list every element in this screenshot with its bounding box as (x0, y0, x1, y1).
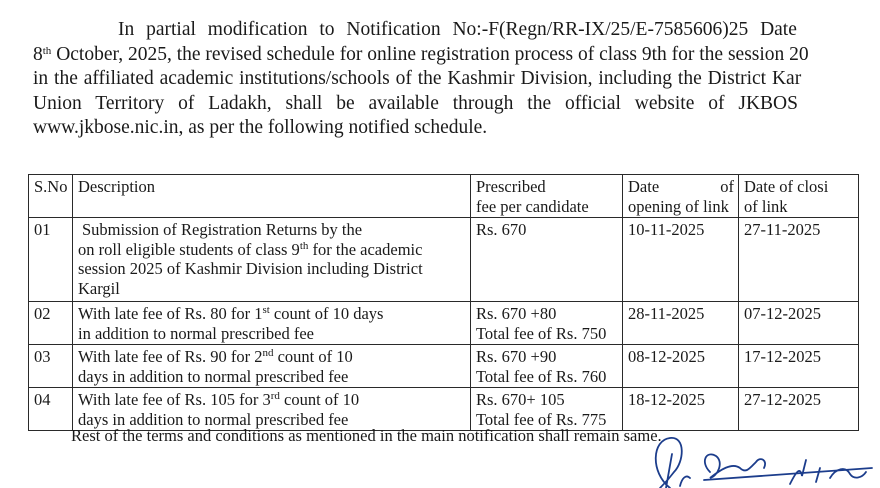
description-line: Kargil (78, 278, 120, 298)
cell-description (73, 388, 471, 431)
signature-stroke (705, 454, 765, 478)
footer-note: Rest of the terms and conditions as mentioned in the main notification shall remain same. (71, 426, 662, 445)
description-ordinal: st (262, 304, 270, 316)
table-row (29, 218, 859, 302)
date-ordinal: th (42, 44, 52, 57)
cell-sno: 03 (29, 345, 73, 388)
schedule-table (28, 174, 859, 431)
paragraph-line-3: in the affiliated academic institutions/schools of the Kashmir Division, including the District Kar (33, 68, 802, 89)
description-text: for the academic (308, 239, 423, 259)
signature-loop (656, 438, 682, 488)
header-closing-date (739, 175, 859, 218)
description-ordinal: nd (262, 347, 274, 359)
description-text: With late fee of Rs. 105 for 3 (78, 390, 271, 409)
header-description: Description (73, 175, 471, 218)
description-line: session 2025 of Kashmir Division including District (78, 259, 423, 278)
cell-opening-date: 28-11-2025 (623, 302, 739, 345)
notification-paragraph (33, 18, 880, 141)
fee-total: Total fee of Rs. 775 (476, 409, 607, 429)
fee-line: Rs. 670 +90 (476, 347, 557, 366)
description-text: With late fee of Rs. 80 for 1 (78, 304, 263, 323)
paragraph-line-2-text: October, 2025, the revised schedule for online registration process of class 9th for the session 20 (51, 43, 809, 65)
header-opening-date (623, 175, 739, 218)
header-opening-of-word: of (720, 177, 734, 196)
cell-sno: 02 (29, 302, 73, 345)
fee-total: Total fee of Rs. 760 (476, 366, 607, 386)
cell-closing-date: 27-11-2025 (739, 218, 859, 302)
description-line: days in addition to normal prescribed fee (78, 409, 349, 429)
table-row (29, 388, 859, 431)
header-closing-line1: Date of closi (744, 177, 829, 196)
description-text: on roll eligible students of class 9 (78, 239, 300, 259)
description-text: With late fee of Rs. 90 for 2 (78, 347, 263, 366)
description-line (78, 347, 466, 367)
header-fee-line1: Prescribed (476, 177, 546, 196)
signature-icon (640, 432, 880, 488)
cell-sno: 01 (29, 218, 73, 302)
paragraph-line-1: In partial modification to Notification No:-F(Regn/RR-IX/25/E-7585606)25 Date (118, 19, 797, 40)
fee-line: Rs. 670 (476, 220, 527, 239)
cell-sno: 04 (29, 388, 73, 431)
header-opening-date-word: Date (628, 177, 660, 196)
table-row (29, 345, 859, 388)
cell-closing-date: 27-12-2025 (739, 388, 859, 431)
description-ordinal: th (299, 239, 309, 252)
description-line: in addition to normal prescribed fee (78, 323, 314, 343)
cell-description (73, 218, 471, 302)
cell-opening-date: 18-12-2025 (623, 388, 739, 431)
description-text: count of 10 (273, 347, 353, 366)
fee-line: Rs. 670+ 105 (476, 390, 565, 409)
header-opening-line1 (628, 177, 734, 197)
paragraph-line-5: www.jkbose.nic.in, as per the following notified schedule. (33, 117, 488, 138)
description-line (78, 240, 466, 260)
cell-fee (471, 302, 623, 345)
description-line: days in addition to normal prescribed fee (78, 366, 349, 386)
header-closing-line2: of link (744, 196, 788, 216)
cell-fee (471, 218, 623, 302)
description-ordinal: rd (270, 390, 280, 402)
cell-closing-date: 17-12-2025 (739, 345, 859, 388)
cell-opening-date: 08-12-2025 (623, 345, 739, 388)
signature-strokes (656, 438, 872, 488)
description-text: count of 10 days (269, 304, 384, 323)
header-sno: S.No (29, 175, 73, 218)
description-line (78, 390, 466, 410)
header-opening-line2: opening of link (628, 196, 729, 216)
cell-fee (471, 345, 623, 388)
fee-line: Rs. 670 +80 (476, 304, 557, 323)
cell-opening-date: 10-11-2025 (623, 218, 739, 302)
date-day: 8 (33, 43, 43, 65)
description-line (78, 304, 466, 324)
cell-description (73, 302, 471, 345)
paragraph-line-4: Union Territory of Ladakh, shall be available through the official website of JKBOS (33, 92, 798, 114)
paragraph-line-2 (33, 43, 880, 68)
description-text: count of 10 (279, 390, 360, 409)
cell-closing-date: 07-12-2025 (739, 302, 859, 345)
signature-stroke (666, 454, 690, 488)
description-line: Submission of Registration Returns by the (82, 220, 363, 239)
cell-fee (471, 388, 623, 431)
fee-total: Total fee of Rs. 750 (476, 323, 607, 343)
header-fee-line2: fee per candidate (476, 196, 589, 216)
cell-description (73, 345, 471, 388)
header-fee (471, 175, 623, 218)
table-row (29, 302, 859, 345)
table-header-row (29, 175, 859, 218)
